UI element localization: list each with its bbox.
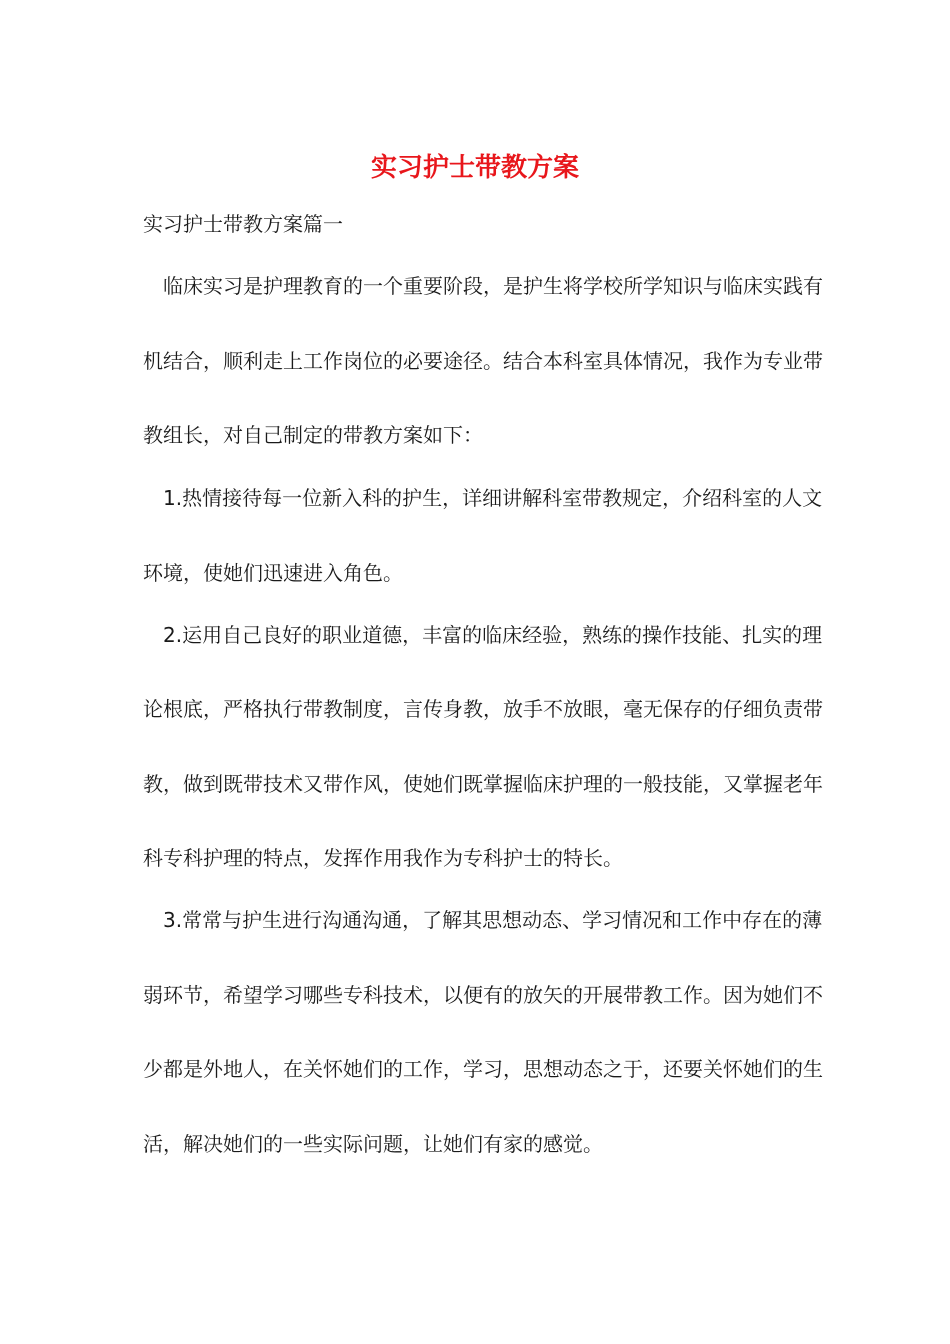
- list-item-line: 论根底，严格执行带教制度，言传身教，放手不放眼，毫无保存的仔细负责带: [143, 697, 823, 721]
- list-item-line: 2.运用自己良好的职业道德，丰富的临床经验，熟练的操作技能、扎实的理: [143, 623, 823, 647]
- list-item-line: 3.常常与护生进行沟通沟通，了解其思想动态、学习情况和工作中存在的薄: [143, 908, 823, 932]
- paragraph-line: 机结合，顺利走上工作岗位的必要途径。结合本科室具体情况，我作为专业带: [143, 349, 823, 373]
- list-item-line: 教，做到既带技术又带作风，使她们既掌握临床护理的一般技能，又掌握老年: [143, 772, 823, 796]
- document-title: 实习护士带教方案: [370, 153, 579, 183]
- list-item-line: 1.热情接待每一位新入科的护生，详细讲解科室带教规定，介绍科室的人文: [143, 486, 823, 510]
- paragraph-line: 临床实习是护理教育的一个重要阶段，是护生将学校所学知识与临床实践有: [143, 274, 823, 298]
- paragraph-line: 教组长，对自己制定的带教方案如下：: [143, 423, 483, 447]
- list-item-line: 环境，使她们迅速进入角色。: [143, 561, 403, 585]
- list-item-line: 少都是外地人，在关怀她们的工作，学习，思想动态之于，还要关怀她们的生: [143, 1057, 823, 1081]
- list-item-line: 活，解决她们的一些实际问题，让她们有家的感觉。: [143, 1132, 603, 1156]
- list-item-line: 科专科护理的特点，发挥作用我作为专科护士的特长。: [143, 846, 623, 870]
- list-item-line: 弱环节，希望学习哪些专科技术，以便有的放矢的开展带教工作。因为她们不: [143, 983, 823, 1007]
- section-heading: 实习护士带教方案篇一: [143, 212, 343, 236]
